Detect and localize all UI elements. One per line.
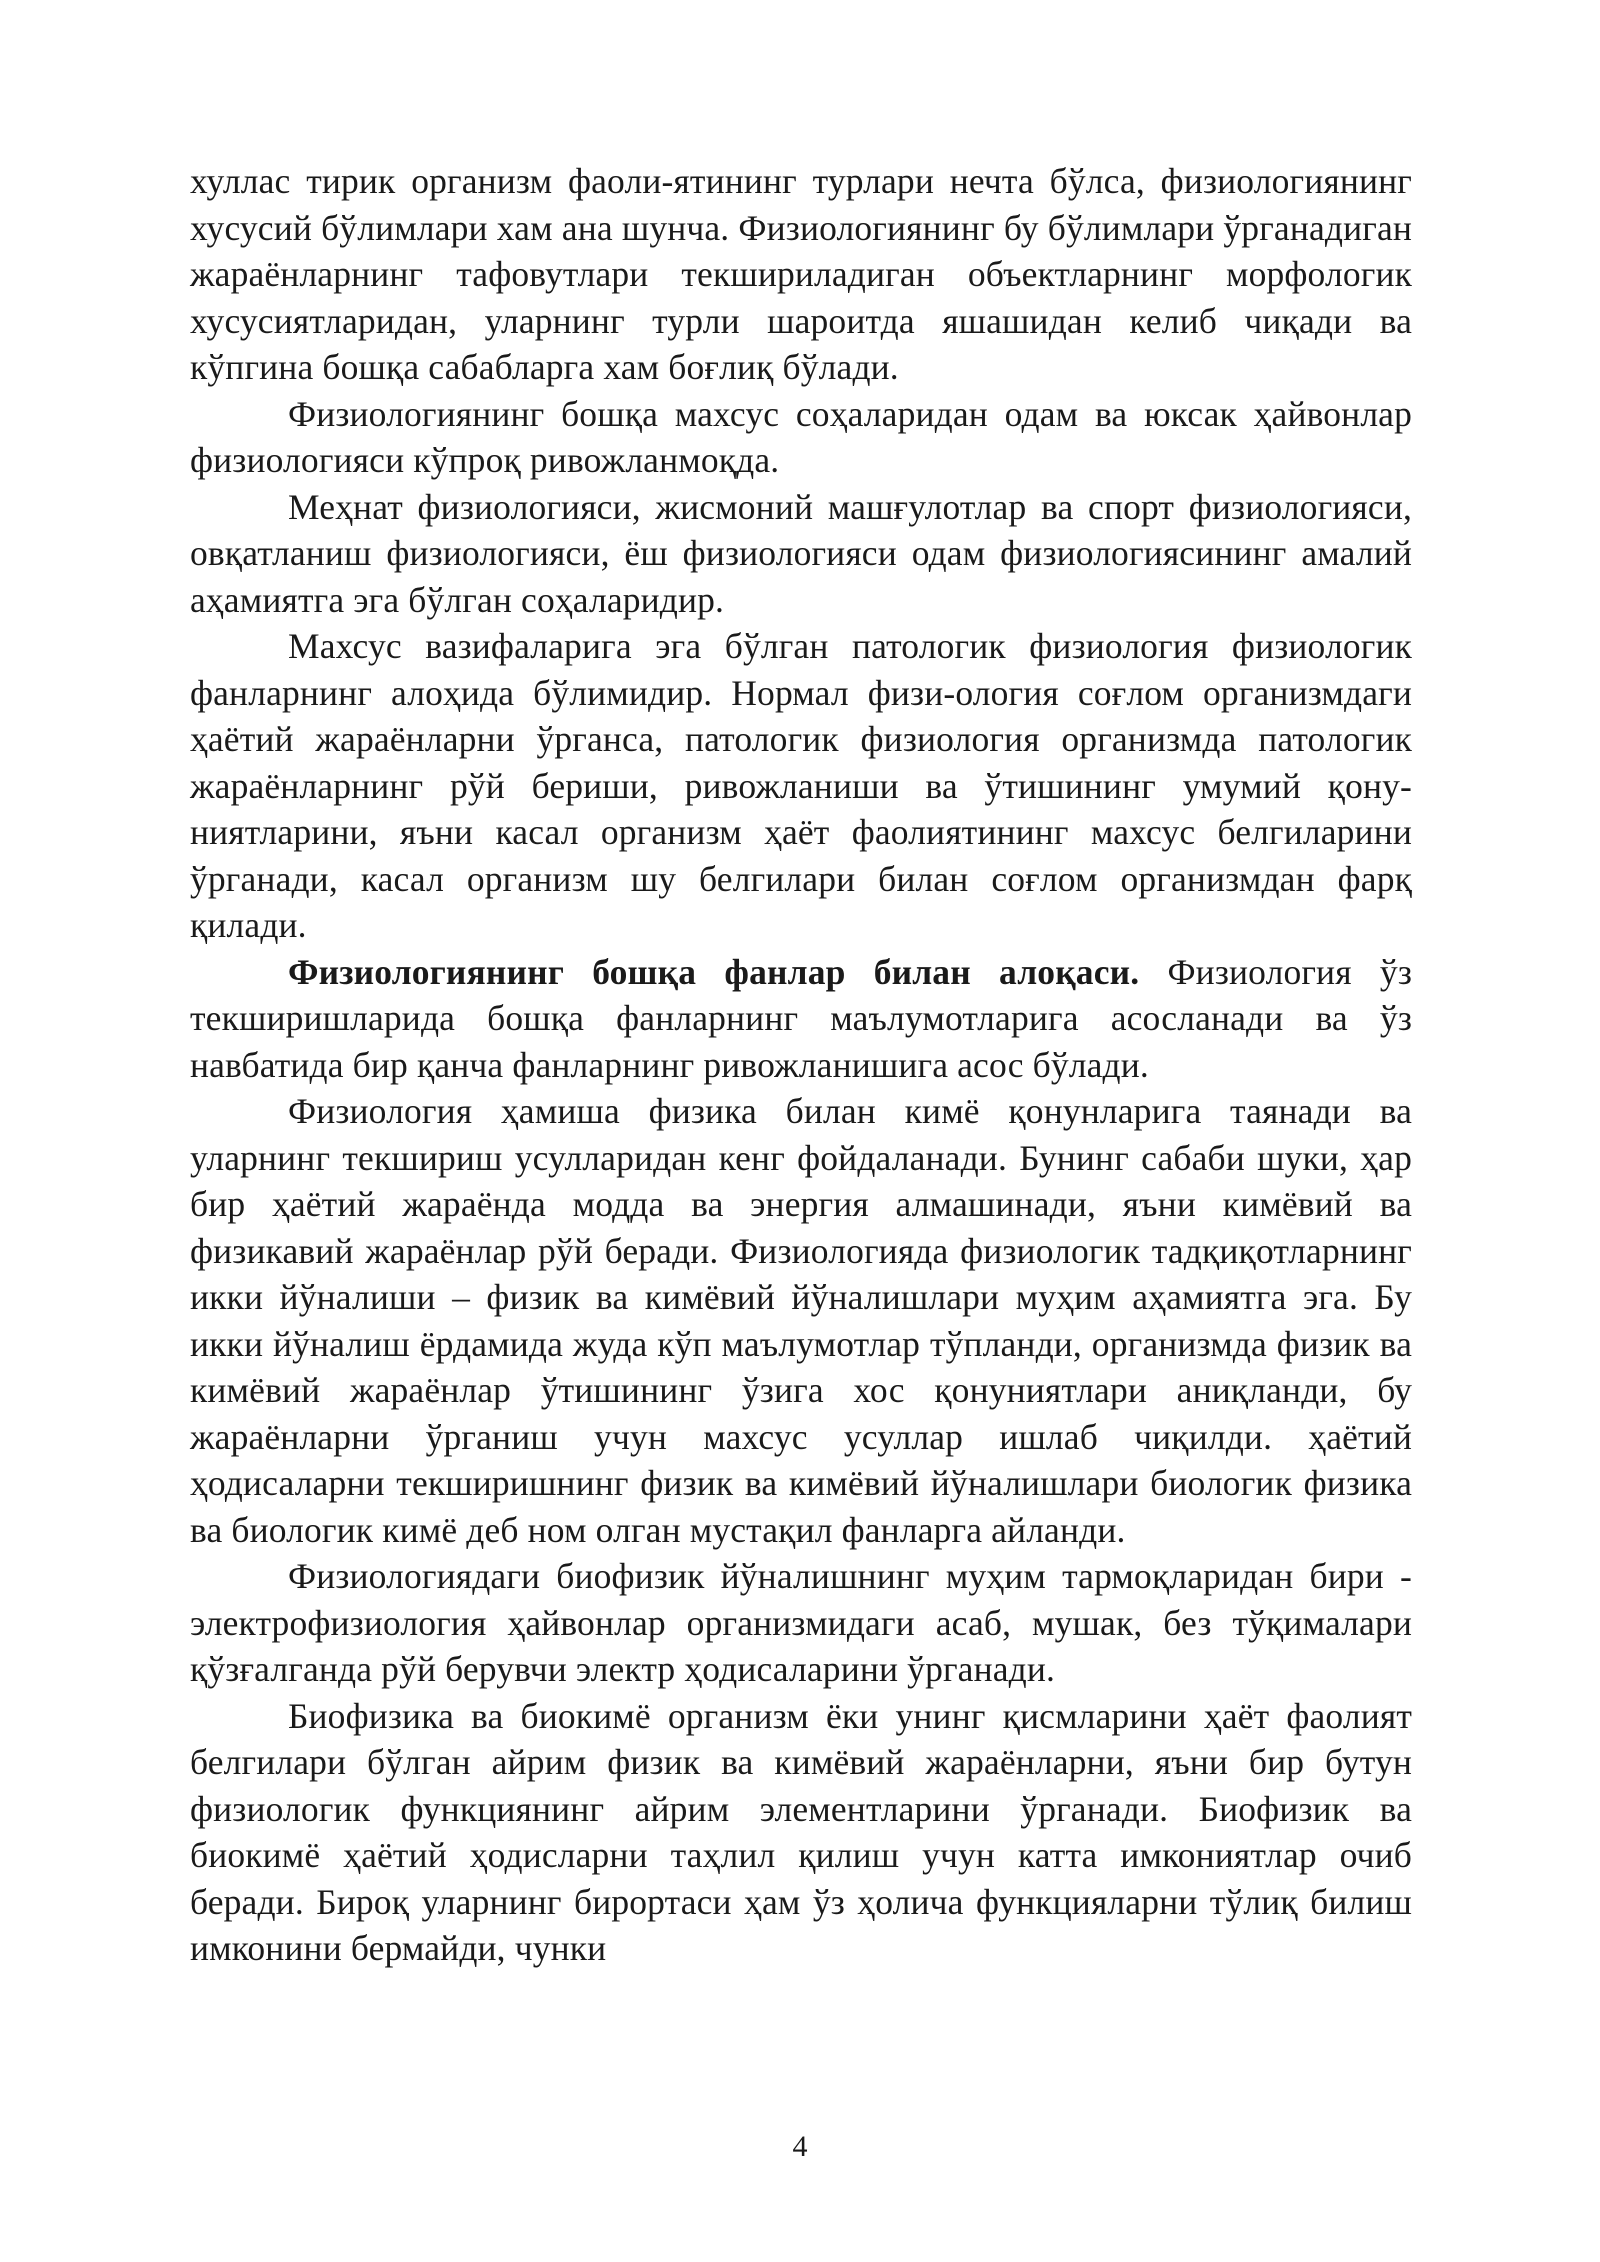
paragraph-1: хуллас тирик организм фаоли-ятининг турлари нечта бўлса, физиологиянинг хусусий бўлимлари хам ана шунча. Физиологиянинг бу бўлимлари ўрганадиган жараёнларнинг тафовутлари текшириладиган объектларнинг морфологик хусусиятларидан, уларнинг турли шароитда яшашидан келиб чиқади ва кўпгина бошқа сабабларга хам боғлиқ бўлади. xyxy=(190,161,1412,387)
paragraph-4: Махсус вазифаларига эга бўлган патологик физиология физиологик фанларнинг алоҳида бўлимидир. Нормал физи-ология соғлом организмдаги ҳаётий жараёнларни ўрганса, патологик физиология организмда патологик жараёнларнинг рўй бериши, ривожланиши ва ўтишининг умумий қону-ниятларини, яъни касал организм ҳаёт фаолиятининг махсус белгиларини ўрганади, касал организм шу белгилари билан соғлом организмдан фарқ қилади. xyxy=(190,626,1412,945)
body-text xyxy=(190,158,1412,1972)
paragraph-7: Физиологиядаги биофизик йўналишнинг муҳим тармоқларидан бири - электрофизиология ҳайвонлар организмидаги асаб, мушак, без тўқималари қўзғалганда рўй берувчи электр ҳодисаларини ўрганади. xyxy=(190,1556,1412,1689)
page-number: 4 xyxy=(792,2130,808,2163)
paragraph-3: Меҳнат физиологияси, жисмоний машғулотлар ва спорт физиологияси, овқатланиш физиологияси, ёш физиологияси одам физиологиясининг амалий аҳамиятга эга бўлган соҳаларидир. xyxy=(190,486,1412,620)
paragraph-5-text: Физиология ўз текширишларида бошқа фанларнинг маълумотларига асосланади ва ўз навбатида бир қанча фанларнинг ривожланишига асос бўлади. xyxy=(190,951,1412,1085)
paragraph-8: Биофизика ва биокимё организм ёки унинг қисмларини ҳаёт фаолият белгилари бўлган айрим физик ва кимёвий жараёнларни, яъни бир бутун физиологик функциянинг айрим элементларини ўрганади. Биофизик ва биокимё ҳаётий ҳодисларни таҳлил қилиш учун катта имкониятлар очиб беради. Бироқ уларнинг бирортаси ҳам ўз ҳолича функцияларни тўлиқ билиш имконини бермайди, чунки xyxy=(190,1695,1412,1968)
paragraph-5 xyxy=(190,949,1412,1089)
section-heading: Физиологиянинг бошқа фанлар билан алоқаси. xyxy=(288,951,1140,992)
paragraph-6: Физиология ҳамиша физика билан кимё қонунларига таянади ва уларнинг текшириш усулларидан кенг фойдаланади. Бунинг сабаби шуки, ҳар бир ҳаётий жараёнда модда ва энергия алмашинади, яъни кимёвий ва физикавий жараёнлар рўй беради. Физиологияда физиологик тадқиқотларнинг икки йўналиши – физик ва кимёвий йўналишлари муҳим аҳамиятга эга. Бу икки йўналиш ёрдамида жуда кўп маълумотлар тўпланди, организмда физик ва кимёвий жараёнлар ўтишининг ўзига хос қонуниятлари аниқланди, бу жараёнларни ўрганиш учун махсус усуллар ишлаб чиқилди. ҳаётий ҳодисаларни текширишнинг физик ва кимёвий йўналишлари биологик физика ва биологик кимё деб ном олган мустақил фанларга айланди. xyxy=(190,1091,1412,1550)
paragraph-2: Физиологиянинг бошқа махсус соҳаларидан одам ва юксак ҳайвонлар физиологияси кўпроқ ривожланмоқда. xyxy=(190,393,1412,480)
